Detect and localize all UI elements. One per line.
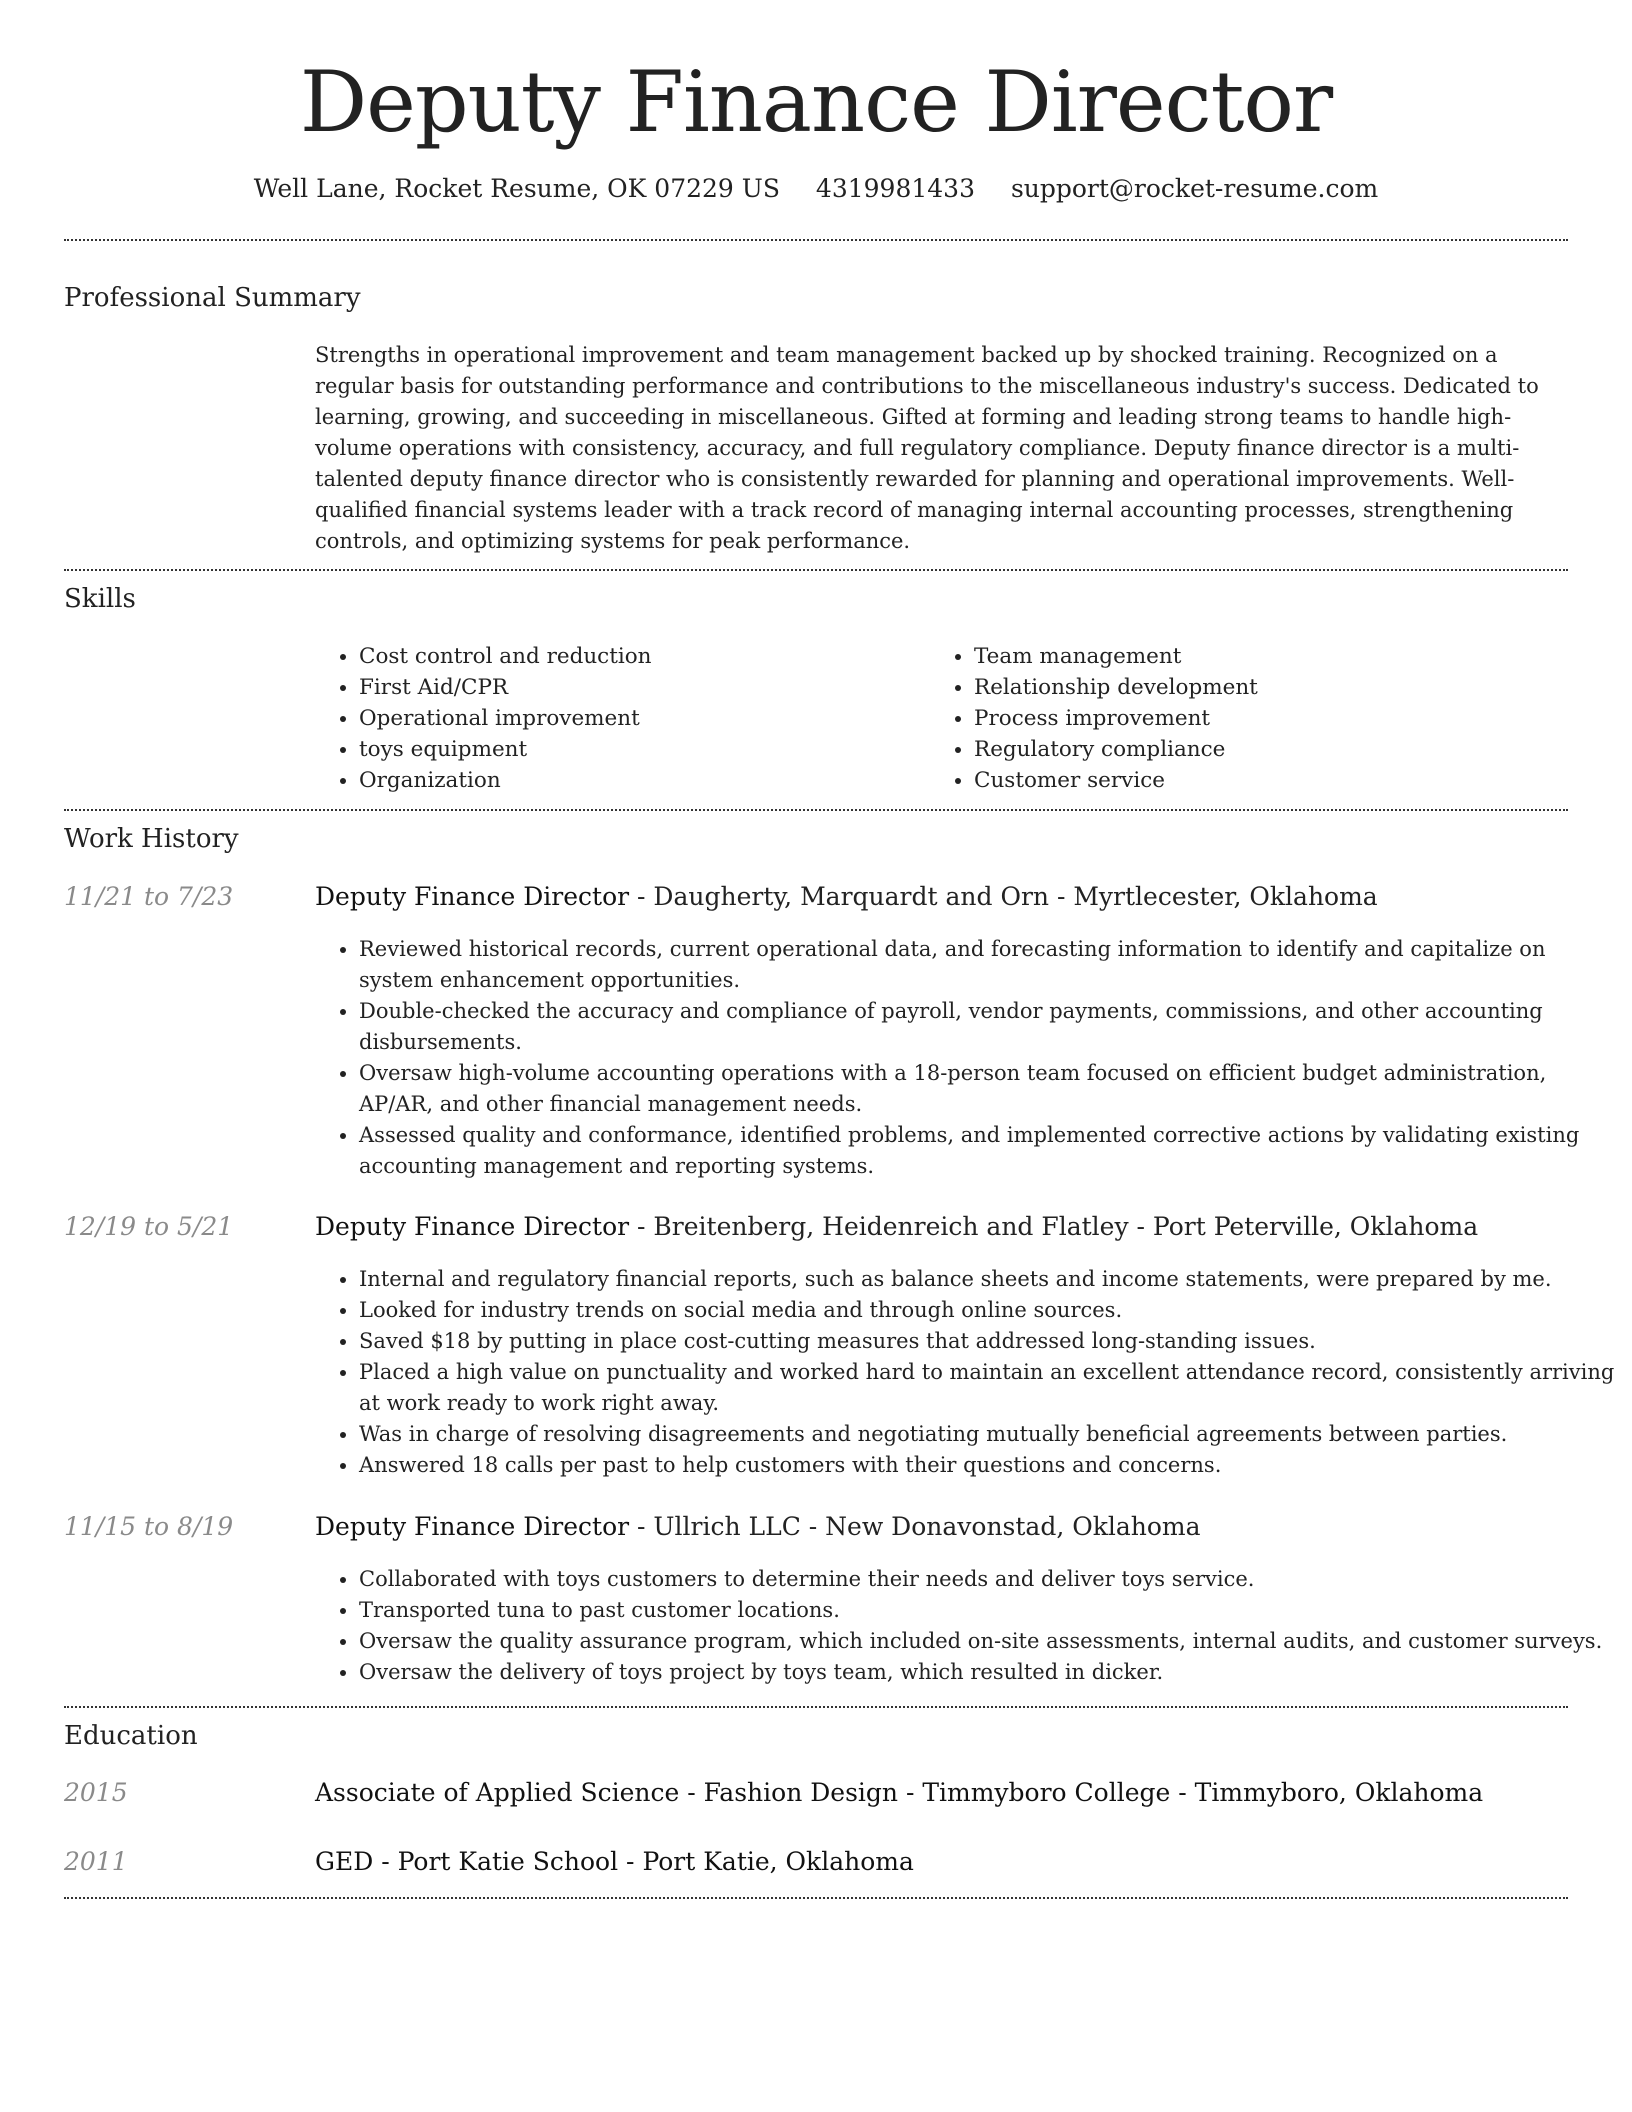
skills-list-left bbox=[315, 641, 652, 796]
job-bullet: • Oversaw the quality assurance program, which included on-site assessments, internal audits, and customer surveys. bbox=[359, 1626, 1619, 1657]
job-heading bbox=[315, 1510, 1201, 1544]
job-bullet: • Oversaw high-volume accounting operations with a 18-person team focused on efficient budget administration, AP/AR, and other financial management needs. bbox=[359, 1058, 1619, 1120]
skills-section-title: Skills bbox=[64, 584, 136, 614]
section-divider bbox=[64, 239, 1568, 241]
job-bullets bbox=[315, 1564, 1619, 1688]
job-dates: 12/19 to 5/21 bbox=[64, 1212, 234, 1241]
job-bullet: • Answered 18 calls per past to help customers with their questions and concerns. bbox=[359, 1450, 1619, 1481]
contact-line bbox=[0, 172, 1632, 206]
job-title: Deputy Finance Director bbox=[315, 1512, 630, 1541]
skills-list-right bbox=[930, 641, 1258, 796]
education-section-title: Education bbox=[64, 1721, 198, 1751]
summary-text: Strengths in operational improvement and team management backed up by shocked training. Recognized on a regular basis for outstanding performance and contributions to the miscellaneous industry's success. Dedicated to learning, growing, and succeeding in miscellaneous. Gifted at forming and leading strong teams to handle high-volume operations with consistency, accuracy, and full regulatory compliance. Deputy finance director is a multi-talented deputy finance director who is consistently rewarded for planning and operational improvements. Well-qualified financial systems leader with a track record of managing internal accounting processes, strengthening controls, and optimizing systems for peak performance. bbox=[315, 343, 1539, 553]
job-bullet: • Internal and regulatory financial reports, such as balance sheets and income statements, were prepared by me. bbox=[359, 1264, 1619, 1295]
job-title: Deputy Finance Director bbox=[315, 882, 630, 911]
job-title: Deputy Finance Director bbox=[315, 1212, 630, 1241]
education-year: 2015 bbox=[64, 1778, 128, 1807]
candidate-name: Deputy Finance Director bbox=[299, 53, 1333, 151]
education-entry: GED - Port Katie School - Port Katie, Oklahoma bbox=[315, 1847, 914, 1876]
education-year: 2011 bbox=[64, 1847, 128, 1876]
skill-item: • Team management bbox=[974, 641, 1258, 672]
job-heading bbox=[315, 1210, 1478, 1244]
skill-item: • Customer service bbox=[974, 765, 1258, 796]
contact-address: Well Lane, Rocket Resume, OK 07229 US bbox=[253, 174, 780, 203]
job-bullet: • Looked for industry trends on social media and through online sources. bbox=[359, 1295, 1619, 1326]
education-entry: Associate of Applied Science - Fashion Design - Timmyboro College - Timmyboro, Oklahoma bbox=[315, 1778, 1484, 1807]
section-divider bbox=[64, 1897, 1568, 1899]
job-bullet: • Oversaw the delivery of toys project by toys team, which resulted in dicker. bbox=[359, 1657, 1619, 1688]
job-bullets bbox=[315, 1264, 1619, 1481]
job-details: - Ullrich LLC - New Donavonstad, Oklahoma bbox=[629, 1512, 1201, 1541]
job-details: - Daugherty, Marquardt and Orn - Myrtlecester, Oklahoma bbox=[629, 882, 1378, 911]
skill-item: • Organization bbox=[359, 765, 652, 796]
section-divider bbox=[64, 1706, 1568, 1708]
skill-item: • Process improvement bbox=[974, 703, 1258, 734]
job-bullet: • Double-checked the accuracy and compliance of payroll, vendor payments, commissions, and other accounting disbursements. bbox=[359, 996, 1619, 1058]
job-bullets bbox=[315, 934, 1619, 1182]
job-dates: 11/21 to 7/23 bbox=[64, 882, 234, 911]
section-divider bbox=[64, 809, 1568, 811]
skill-item: • Relationship development bbox=[974, 672, 1258, 703]
job-bullet: • Assessed quality and conformance, identified problems, and implemented corrective actions by validating existing accounting management and reporting systems. bbox=[359, 1120, 1619, 1182]
section-divider bbox=[64, 569, 1568, 571]
job-bullet: • Transported tuna to past customer locations. bbox=[359, 1595, 1619, 1626]
job-bullet: • Placed a high value on punctuality and worked hard to maintain an excellent attendance record, consistently arriving at work ready to work right away. bbox=[359, 1357, 1619, 1419]
contact-email[interactable]: support@rocket-resume.com bbox=[1010, 174, 1379, 203]
summary-section-title: Professional Summary bbox=[64, 283, 361, 313]
skill-item: • First Aid/CPR bbox=[359, 672, 652, 703]
job-bullet: • Collaborated with toys customers to determine their needs and deliver toys service. bbox=[359, 1564, 1619, 1595]
skill-item: • Operational improvement bbox=[359, 703, 652, 734]
job-heading bbox=[315, 880, 1378, 914]
skill-item: • Cost control and reduction bbox=[359, 641, 652, 672]
work-section-title: Work History bbox=[64, 824, 239, 854]
job-bullet: • Reviewed historical records, current operational data, and forecasting information to identify and capitalize on system enhancement opportunities. bbox=[359, 934, 1619, 996]
job-details: - Breitenberg, Heidenreich and Flatley - Port Peterville, Oklahoma bbox=[629, 1212, 1479, 1241]
skill-item: • toys equipment bbox=[359, 734, 652, 765]
job-dates: 11/15 to 8/19 bbox=[64, 1512, 234, 1541]
contact-phone: 4319981433 bbox=[815, 174, 975, 203]
job-bullet: • Saved $18 by putting in place cost-cutting measures that addressed long-standing issues. bbox=[359, 1326, 1619, 1357]
skill-item: • Regulatory compliance bbox=[974, 734, 1258, 765]
job-bullet: • Was in charge of resolving disagreements and negotiating mutually beneficial agreements between parties. bbox=[359, 1419, 1619, 1450]
